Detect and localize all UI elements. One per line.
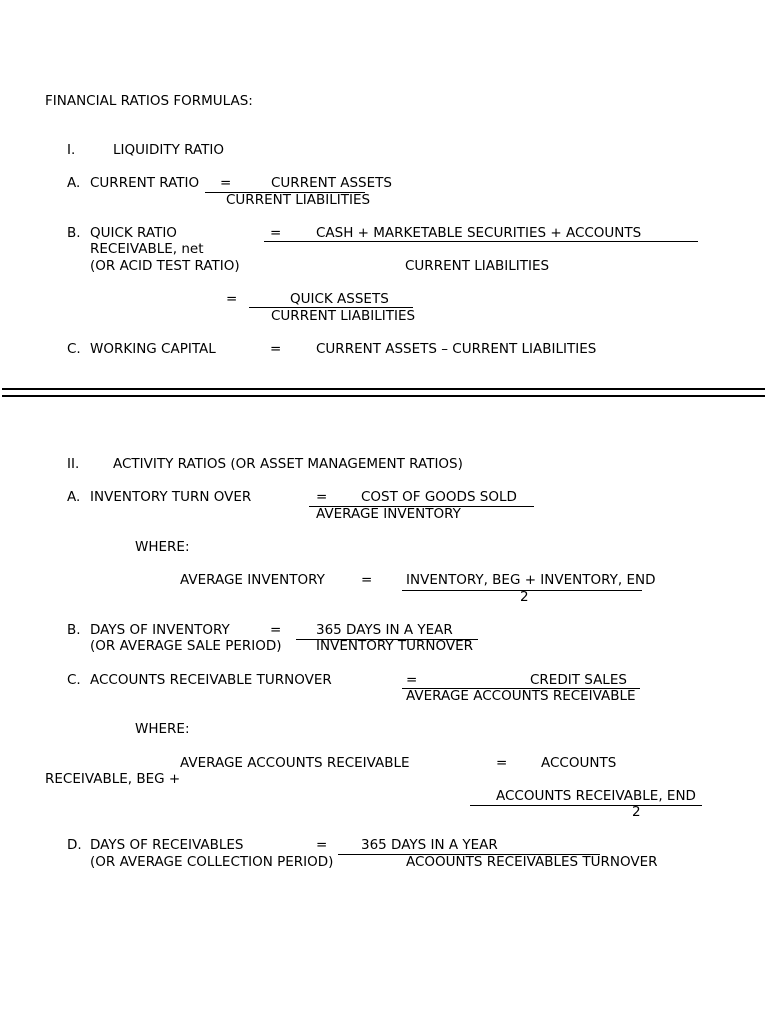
days-of-receivables-alt-name: (OR AVERAGE COLLECTION PERIOD) — [90, 854, 334, 870]
current-ratio-name: CURRENT RATIO — [90, 175, 200, 191]
section-1-numeral: I. — [67, 142, 76, 158]
current-ratio-denominator: CURRENT LIABILITIES — [226, 192, 371, 208]
where-label-2: WHERE: — [135, 721, 190, 737]
quick-ratio-fraction-bar — [264, 241, 698, 242]
section-2-numeral: II. — [67, 456, 80, 472]
average-ar-numerator-end: ACCOUNTS RECEIVABLE, END — [496, 788, 696, 804]
quick-ratio-alt-denominator: CURRENT LIABILITIES — [271, 308, 416, 324]
quick-ratio-alt-name: (OR ACID TEST RATIO) — [90, 258, 240, 274]
ar-turnover-equals: = — [406, 672, 418, 688]
item-b-label: B. — [67, 225, 81, 241]
quick-ratio-alt-equals: = — [226, 291, 238, 307]
average-ar-label: AVERAGE ACCOUNTS RECEIVABLE — [180, 755, 410, 771]
item-c-label: C. — [67, 672, 81, 688]
days-of-inventory-alt-name: (OR AVERAGE SALE PERIOD) — [90, 638, 282, 654]
section-divider-bottom — [2, 395, 765, 397]
ar-turnover-name: ACCOUNTS RECEIVABLE TURNOVER — [90, 672, 332, 688]
item-b-label: B. — [67, 622, 81, 638]
where-label-1: WHERE: — [135, 539, 190, 555]
section-1-heading: LIQUIDITY RATIO — [113, 142, 225, 158]
average-inventory-denominator: 2 — [520, 589, 529, 605]
average-ar-equals: = — [496, 755, 508, 771]
quick-ratio-numerator-continued: RECEIVABLE, net — [90, 241, 204, 257]
item-a-label: A. — [67, 489, 81, 505]
item-c-label: C. — [67, 341, 81, 357]
current-ratio-numerator: CURRENT ASSETS — [271, 175, 392, 191]
section-2-heading: ACTIVITY RATIOS (OR ASSET MANAGEMENT RATIOS) — [113, 456, 463, 472]
days-of-receivables-denominator: ACOOUNTS RECEIVABLES TURNOVER — [406, 854, 658, 870]
inventory-turnover-denominator: AVERAGE INVENTORY — [316, 506, 461, 522]
quick-ratio-equals: = — [270, 225, 282, 241]
working-capital-equals: = — [270, 341, 282, 357]
inventory-turnover-numerator: COST OF GOODS SOLD — [361, 489, 517, 505]
average-inventory-equals: = — [361, 572, 373, 588]
item-a-label: A. — [67, 175, 81, 191]
document-title: FINANCIAL RATIOS FORMULAS: — [45, 93, 253, 109]
days-of-receivables-equals: = — [316, 837, 328, 853]
days-of-inventory-name: DAYS OF INVENTORY — [90, 622, 230, 638]
average-ar-numerator-start: ACCOUNTS — [541, 755, 617, 771]
ar-turnover-numerator: CREDIT SALES — [530, 672, 627, 688]
quick-ratio-name: QUICK RATIO — [90, 225, 177, 241]
days-of-inventory-equals: = — [270, 622, 282, 638]
average-ar-fraction-bar — [470, 805, 702, 806]
quick-ratio-numerator: CASH + MARKETABLE SECURITIES + ACCOUNTS — [316, 225, 642, 241]
item-d-label: D. — [67, 837, 82, 853]
inventory-turnover-equals: = — [316, 489, 328, 505]
days-of-inventory-denominator: INVENTORY TURNOVER — [316, 638, 474, 654]
average-ar-numerator-continued: RECEIVABLE, BEG + — [45, 771, 181, 787]
ar-turnover-denominator: AVERAGE ACCOUNTS RECEIVABLE — [406, 688, 636, 704]
quick-ratio-alt-numerator: QUICK ASSETS — [290, 291, 389, 307]
working-capital-formula: CURRENT ASSETS – CURRENT LIABILITIES — [316, 341, 597, 357]
days-of-inventory-numerator: 365 DAYS IN A YEAR — [316, 622, 453, 638]
quick-ratio-denominator: CURRENT LIABILITIES — [405, 258, 550, 274]
working-capital-name: WORKING CAPITAL — [90, 341, 216, 357]
average-ar-denominator: 2 — [632, 804, 641, 820]
days-of-receivables-numerator: 365 DAYS IN A YEAR — [361, 837, 498, 853]
days-of-receivables-name: DAYS OF RECEIVABLES — [90, 837, 244, 853]
average-inventory-numerator: INVENTORY, BEG + INVENTORY, END — [406, 572, 656, 588]
inventory-turnover-name: INVENTORY TURN OVER — [90, 489, 252, 505]
section-divider-top — [2, 388, 765, 390]
current-ratio-equals: = — [220, 175, 232, 191]
average-inventory-label: AVERAGE INVENTORY — [180, 572, 325, 588]
